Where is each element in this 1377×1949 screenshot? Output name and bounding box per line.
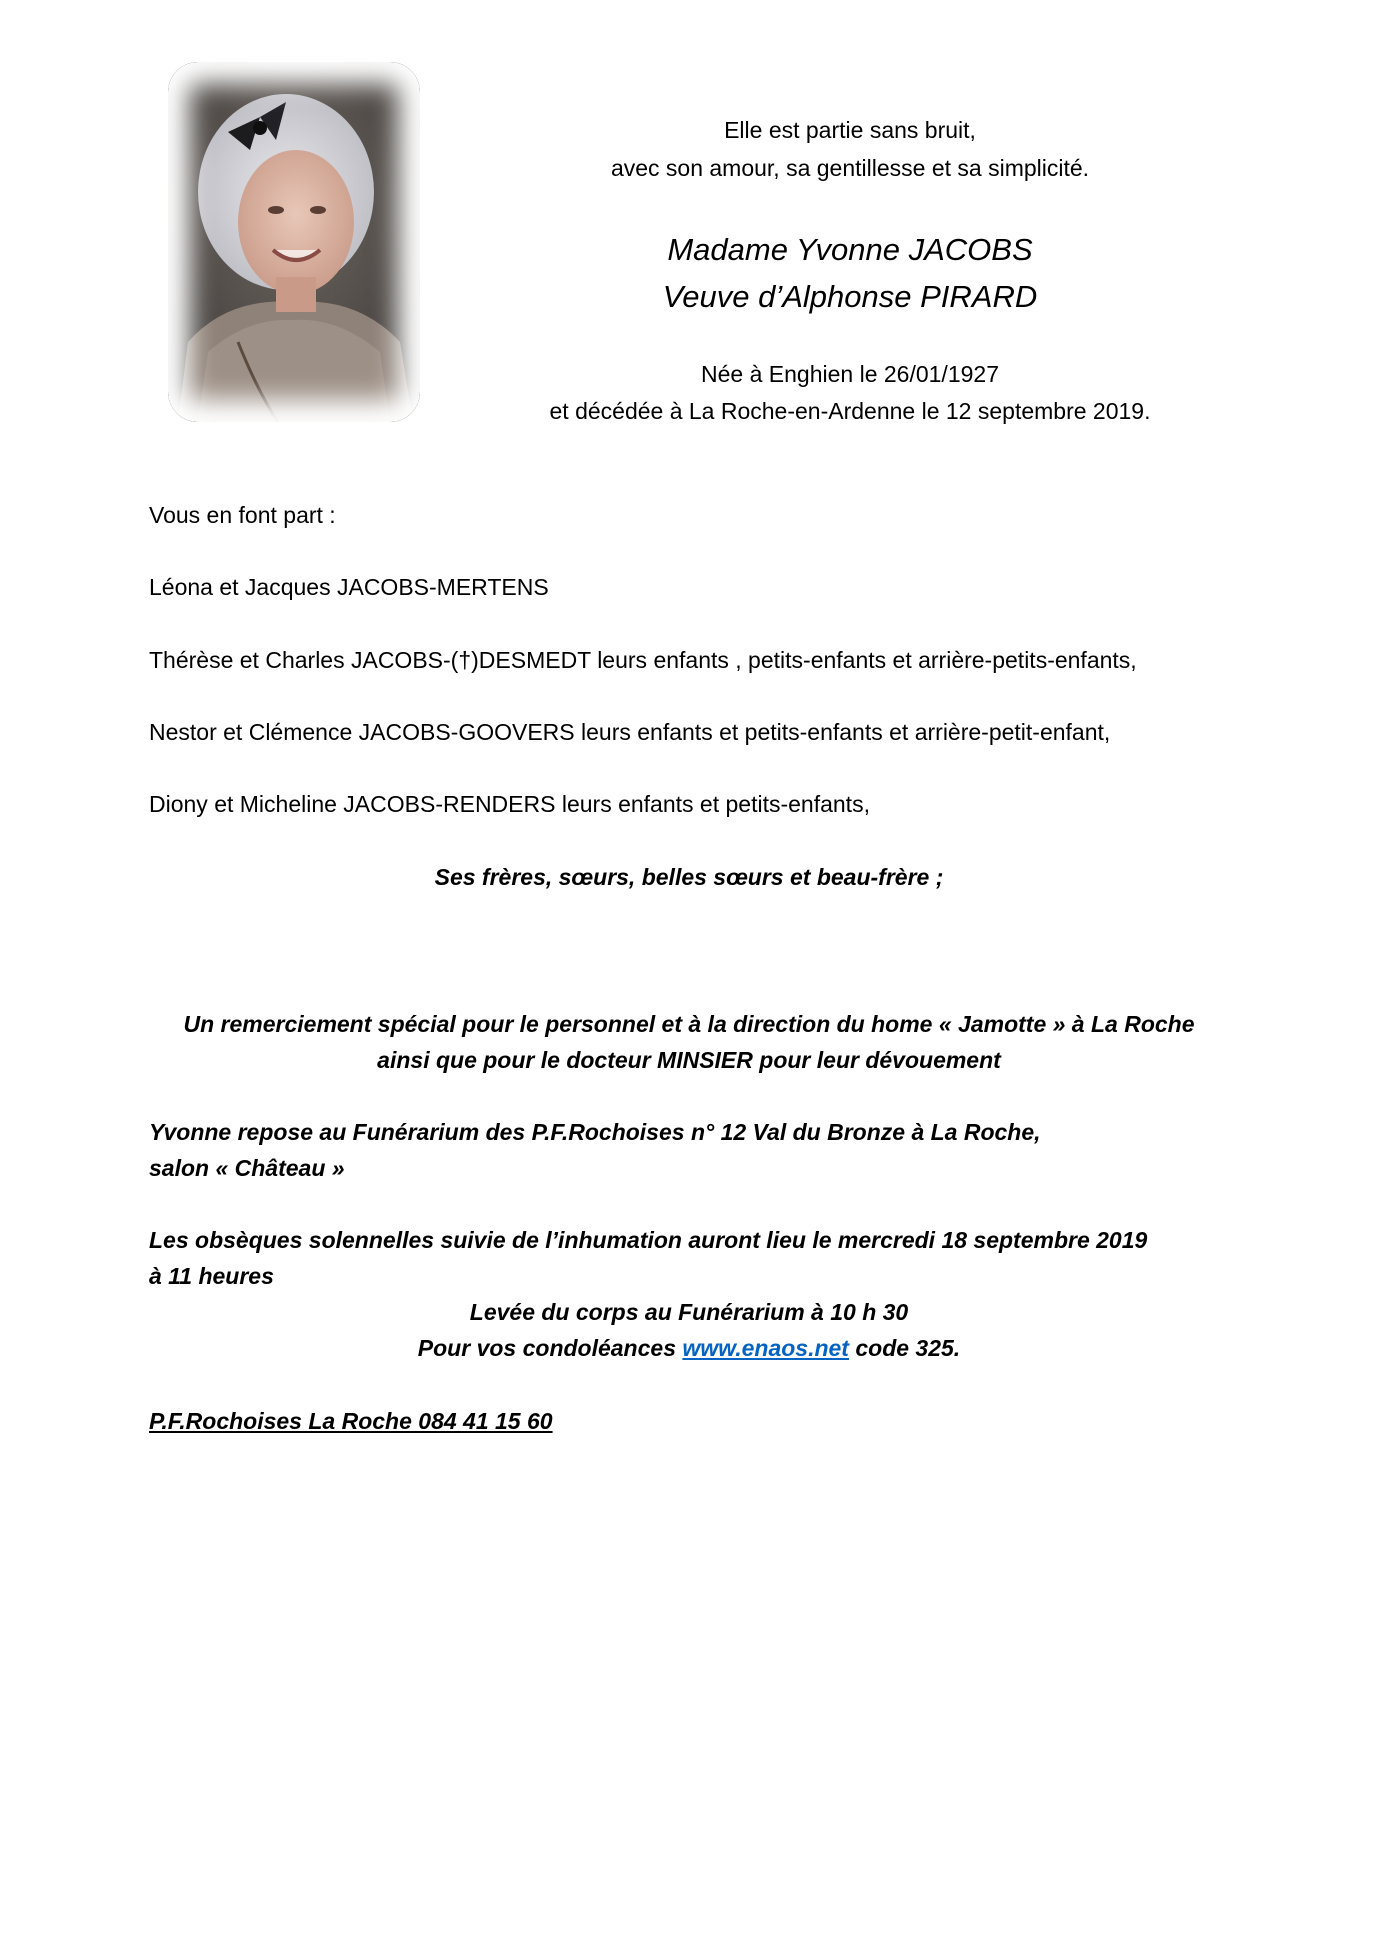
family-line: Diony et Micheline JACOBS-RENDERS leurs enfants et petits-enfants, [149,791,870,817]
funeral-line-1: Les obsèques solennelles suivie de l’inhumation auront lieu le mercredi 18 septembre 2019 [149,1227,1148,1253]
condolences-prefix: Pour vos condoléances [417,1335,683,1361]
thanks-line-1: Un remerciement spécial pour le personnel et à la direction du home « Jamotte » à La Roche [183,1011,1195,1037]
family-line: Léona et Jacques JACOBS-MERTENS [149,574,549,600]
rest-line-2: salon « Château » [149,1155,345,1181]
portrait-photo [168,62,420,422]
rest-line-1: Yvonne repose au Funérarium des P.F.Rochoises n° 12 Val du Bronze à La Roche, [149,1119,1041,1145]
quote-line-1: Elle est partie sans bruit, [724,117,976,143]
family-intro: Vous en font part : [149,502,336,528]
condolences-link[interactable]: www.enaos.net [682,1335,849,1361]
siblings-line: Ses frères, sœurs, belles sœurs et beau-frère ; [434,864,944,890]
funeral-line-3: Levée du corps au Funérarium à 10 h 30 [469,1299,909,1325]
funeral-line-2: à 11 heures [149,1263,274,1289]
funeral-home-contact: P.F.Rochoises La Roche 084 41 15 60 [149,1408,553,1434]
family-line: Thérèse et Charles JACOBS-(†)DESMEDT leurs enfants , petits-enfants et arrière-petits-enfants, [149,647,1137,673]
birth-info: Née à Enghien le 26/01/1927 [701,361,999,387]
deceased-name: Madame Yvonne JACOBS [667,232,1033,267]
quote-line-2: avec son amour, sa gentillesse et sa simplicité. [610,155,1090,181]
widow-of: Veuve d’Alphonse PIRARD [662,279,1038,314]
family-line: Nestor et Clémence JACOBS-GOOVERS leurs enfants et petits-enfants et arrière-petit-enfant, [149,719,1111,745]
condolences-line [149,1330,1229,1366]
thanks-line-2: ainsi que pour le docteur MINSIER pour leur dévouement [377,1047,1001,1073]
death-info: et décédée à La Roche-en-Ardenne le 12 septembre 2019. [549,398,1151,424]
condolences-suffix: code 325. [848,1335,961,1361]
